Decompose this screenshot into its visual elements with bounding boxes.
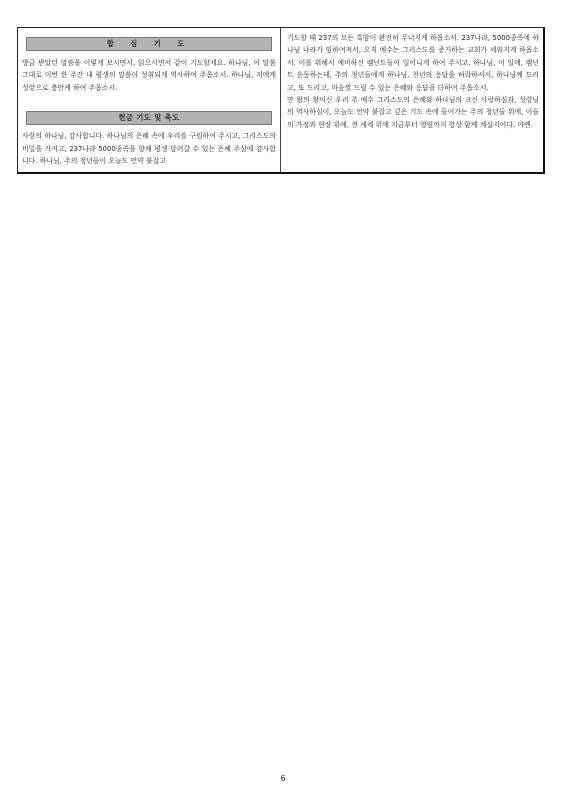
right-column: [281, 28, 544, 172]
right-text-2: 만 왕의 왕이신 우리 주 예수 그리스도의 은혜와 하나님의 크신 사랑하심과, 성령님의 역사하심이, 오늘도 언약 붙잡고 깊은 기도 속에 들어가는 주의 청년들 위에, 이들의 가정과 현장 위에, 전 세계 위에 지금부터 영원까지 항상 함께 계실지어다. 아멘.: [287, 96, 539, 129]
prayer-text: 방금 받았던 말씀을 이렇게 보시면서, 읽으시면서 같이 기도할게요. 하나님, 이 말씀 그대로 이번 한 주간 내 평생의 말씀이 성취되게 역사하여 주옵소서. 하나님, 저에게 성령으로 충만케 하여 주옵소서.: [22, 59, 276, 92]
offering-text: 사랑의 하나님, 감사합니다. 하나님의 은혜 속에 우리를 구원하여 주시고, 그리스도의 비밀을 가지고, 237나라 5000종족을 향해 평생 달려갈 수 있는 은혜 주심에 감사합니다. 하나님, 주의 청년들이 오늘도 언약 붙잡고: [22, 132, 276, 166]
prayer-heading: 합 심 기 도: [26, 37, 272, 51]
right-text-1: 기도할 때 237의 모든 흑암이 완전히 무너지게 하옵소서. 237나라, 5000종족에 하나님 나라가 임하여져서, 오직 예수는 그리스도를 증거하는 교회가 세워지게 하옵소서. 이를 위해서 예비하신 렘넌트들이 일어나게 하여 주시고, 하나님, 이 일에, 렘넌트 운동하는데, 주의 청년들에게 하나님, 천년의 응답을 허락하셔서, 하나님께 드리고, 또 드리고, 마음껏 드릴 수 있는 은혜와 응답을 더하여 주옵소서.: [287, 34, 539, 92]
bulletin-box: [17, 27, 545, 174]
page-number: 6: [280, 774, 286, 783]
left-column: [18, 28, 281, 172]
offering-heading: 헌금 기도 및 축도: [26, 111, 272, 125]
section-gap: [22, 94, 276, 108]
